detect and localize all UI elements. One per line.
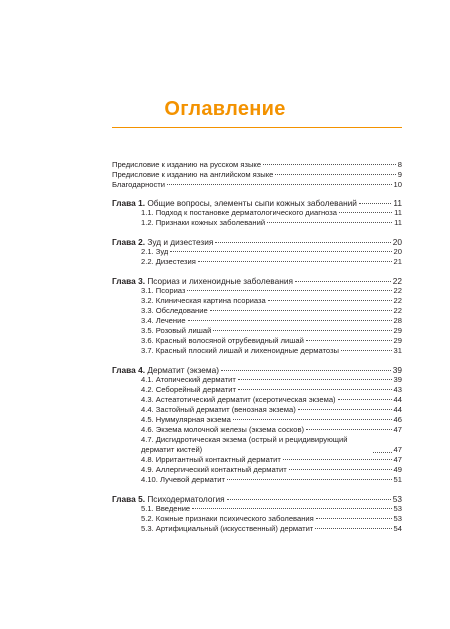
- toc-entry[interactable]: [112, 180, 402, 190]
- dot-leader: [233, 419, 392, 420]
- section-entry[interactable]: [112, 524, 402, 534]
- section-label: 4.6. Экзема молочной железы (экзема сосков): [141, 425, 305, 434]
- section-entry[interactable]: [112, 286, 402, 296]
- section-label: 3.1. Псориаз: [141, 286, 186, 295]
- dot-leader: [316, 518, 392, 519]
- section-page: 11: [394, 218, 402, 227]
- section-entry[interactable]: [112, 346, 402, 356]
- chapter-page: 11: [393, 198, 402, 208]
- chapter-5-block: [112, 494, 402, 534]
- page-title: Оглавление: [164, 98, 286, 120]
- section-entry[interactable]: [112, 316, 402, 326]
- section-entry[interactable]: [112, 218, 402, 228]
- section-page: 22: [393, 306, 402, 315]
- chapter-page: 20: [392, 237, 402, 247]
- dot-leader: [275, 174, 395, 175]
- section-entry[interactable]: [112, 475, 402, 485]
- dot-leader: [188, 320, 392, 321]
- section-label: 3.6. Красный волосяной отрубевидный лишай: [141, 336, 304, 345]
- section-entry[interactable]: [112, 385, 402, 395]
- dot-leader: [306, 429, 391, 430]
- chapter-entry[interactable]: [112, 237, 402, 247]
- dot-leader: [339, 212, 392, 213]
- toc-entry-page: 10: [393, 180, 402, 189]
- chapter-title: Психодерматология: [147, 494, 225, 504]
- section-label: 3.5. Розовый лишай: [141, 326, 212, 335]
- section-page: 11: [394, 208, 402, 217]
- section-page: 51: [393, 475, 402, 484]
- section-entry[interactable]: [112, 247, 402, 257]
- chapter-4-block: [112, 365, 402, 485]
- section-page: 21: [393, 257, 402, 266]
- section-label: 5.3. Артифициальный (искусственный) дерматит: [141, 524, 314, 533]
- section-label: 4.3. Астеатотический дерматит (ксеротическая экзема): [141, 395, 336, 404]
- dot-leader: [338, 399, 392, 400]
- section-page: 46: [393, 415, 402, 424]
- section-entry[interactable]: [112, 415, 402, 425]
- chapter-prefix: Глава 3.: [112, 276, 146, 286]
- section-page: 49: [393, 465, 402, 474]
- toc-entry[interactable]: [112, 170, 402, 180]
- section-entry[interactable]: [112, 208, 402, 218]
- dot-leader: [213, 330, 391, 331]
- section-page: 54: [393, 524, 402, 533]
- section-entry[interactable]: [112, 375, 402, 385]
- section-page: 22: [393, 296, 402, 305]
- section-page: 44: [393, 395, 402, 404]
- chapter-page: 22: [392, 276, 402, 286]
- table-of-contents: [112, 160, 402, 534]
- section-entry[interactable]: [112, 306, 402, 316]
- section-page: 47: [393, 445, 402, 454]
- section-label: 1.1. Подход к постановке дерматологического диагноза: [141, 208, 338, 217]
- chapter-entry[interactable]: [112, 494, 402, 504]
- section-label: 4.4. Застойный дерматит (венозная экзема): [141, 405, 296, 414]
- dot-leader: [227, 479, 392, 480]
- section-entry[interactable]: [112, 395, 402, 405]
- section-label: 4.1. Атопический дерматит: [141, 375, 236, 384]
- toc-entry-label: Благодарности: [112, 180, 166, 189]
- section-entry[interactable]: [112, 257, 402, 267]
- dot-leader: [341, 350, 392, 351]
- section-label: 3.2. Клиническая картина псориаза: [141, 296, 266, 305]
- section-label: 5.1. Введение: [141, 504, 191, 513]
- dot-leader: [210, 310, 392, 311]
- section-label: 5.2. Кожные признаки психического заболевания: [141, 514, 314, 523]
- dot-leader: [315, 528, 391, 529]
- section-label: 4.10. Лучевой дерматит: [141, 475, 225, 484]
- title-underline: [112, 127, 402, 128]
- toc-entry-page: 9: [397, 170, 402, 179]
- dot-leader: [359, 203, 391, 204]
- section-page: 47: [393, 425, 402, 434]
- dot-leader: [289, 469, 392, 470]
- dot-leader: [238, 389, 392, 390]
- dot-leader: [167, 184, 392, 185]
- section-label: 3.3. Обследование: [141, 306, 208, 315]
- chapter-prefix: Глава 2.: [112, 237, 146, 247]
- dot-leader: [263, 164, 396, 165]
- section-label: 4.5. Нуммулярная экзема: [141, 415, 231, 424]
- section-entry[interactable]: [112, 296, 402, 306]
- toc-entry-page: 8: [397, 160, 402, 169]
- section-page: 53: [393, 514, 402, 523]
- section-label: 4.7. Дисгидротическая экзема (острый и рецидивирующий дерматит кистей): [141, 435, 348, 454]
- dot-leader: [238, 379, 392, 380]
- section-entry[interactable]: [112, 435, 402, 455]
- dot-leader: [187, 290, 391, 291]
- front-matter: [112, 160, 402, 190]
- section-page: 43: [393, 385, 402, 394]
- chapter-page: 39: [392, 365, 402, 375]
- section-page: 29: [393, 326, 402, 335]
- chapter-entry[interactable]: [112, 365, 402, 375]
- section-page: 20: [393, 247, 402, 256]
- dot-leader: [198, 261, 392, 262]
- chapter-title: Дерматит (экзема): [147, 365, 219, 375]
- dot-leader: [170, 251, 391, 252]
- section-page: 53: [393, 504, 402, 513]
- chapter-entry[interactable]: [112, 198, 402, 208]
- section-page: 29: [393, 336, 402, 345]
- dot-leader: [192, 508, 391, 509]
- chapter-prefix: Глава 5.: [112, 494, 146, 504]
- section-page: 44: [393, 405, 402, 414]
- section-page: 28: [393, 316, 402, 325]
- dot-leader: [373, 452, 392, 453]
- section-label: 2.1. Зуд: [141, 247, 169, 256]
- section-label: 1.2. Признаки кожных заболеваний: [141, 218, 266, 227]
- chapter-prefix: Глава 1.: [112, 198, 146, 208]
- dot-leader: [295, 281, 391, 282]
- section-entry[interactable]: [112, 405, 402, 415]
- section-label: 3.4. Лечение: [141, 316, 186, 325]
- chapter-page: 53: [392, 494, 402, 504]
- dot-leader: [306, 340, 392, 341]
- section-page: 47: [393, 455, 402, 464]
- chapter-3-block: [112, 276, 402, 356]
- section-entry[interactable]: [112, 336, 402, 346]
- chapter-prefix: Глава 4.: [112, 365, 146, 375]
- section-entry[interactable]: [112, 465, 402, 475]
- chapter-entry[interactable]: [112, 276, 402, 286]
- dot-leader: [227, 499, 391, 500]
- dot-leader: [267, 222, 392, 223]
- toc-entry-label: Предисловие к изданию на английском языке: [112, 170, 274, 179]
- section-entry[interactable]: [112, 425, 402, 435]
- toc-entry-label: Предисловие к изданию на русском языке: [112, 160, 262, 169]
- chapter-title: Псориаз и лихеноидные заболевания: [147, 276, 293, 286]
- section-entry[interactable]: [112, 514, 402, 524]
- chapter-title: Общие вопросы, элементы сыпи кожных заболеваний: [147, 198, 357, 208]
- section-label: 3.7. Красный плоский лишай и лихеноидные дерматозы: [141, 346, 340, 355]
- section-label: 4.8. Ирритантный контактный дерматит: [141, 455, 281, 464]
- dot-leader: [268, 300, 392, 301]
- dot-leader: [283, 459, 392, 460]
- section-label: 2.2. Дизестезия: [141, 257, 196, 266]
- section-entry[interactable]: [112, 455, 402, 465]
- toc-entry[interactable]: [112, 160, 402, 170]
- chapter-1-block: [112, 198, 402, 228]
- chapter-2-block: [112, 237, 402, 267]
- section-entry[interactable]: [112, 504, 402, 514]
- section-label: 4.9. Аллергический контактный дерматит: [141, 465, 287, 474]
- section-page: 22: [393, 286, 402, 295]
- section-page: 39: [393, 375, 402, 384]
- section-label: 4.2. Себорейный дерматит: [141, 385, 237, 394]
- dot-leader: [298, 409, 392, 410]
- dot-leader: [221, 370, 391, 371]
- dot-leader: [215, 242, 390, 243]
- section-entry[interactable]: [112, 326, 402, 336]
- chapter-title: Зуд и дизестезия: [147, 237, 214, 247]
- section-page: 31: [393, 346, 402, 355]
